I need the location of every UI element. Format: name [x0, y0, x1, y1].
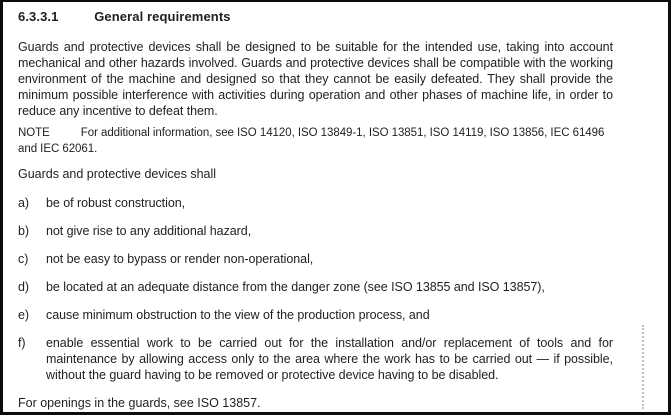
list-item-label: e)	[18, 308, 30, 322]
note-label: NOTE	[18, 127, 50, 139]
list-intro: Guards and protective devices shall	[18, 167, 217, 181]
list-item-text: enable essential work to be carried out for the installation and/or replacement of tools and for maintenance by allowing access only to the area where the work has to be carried out — if possible, without the guard having to be removed or protective device having to be disabled.	[46, 336, 613, 382]
list-item-label: c)	[18, 252, 29, 266]
section-number: 6.3.3.1	[18, 9, 59, 24]
list-item-text: be of robust construction,	[46, 196, 186, 210]
list-item-text: cause minimum obstruction to the view of the production process, and	[46, 308, 430, 322]
note-paragraph	[18, 126, 613, 157]
note-text: For additional information, see ISO 14120, ISO 13849-1, ISO 13851, ISO 14119, ISO 13856, IEC 61496 and IEC 62061.	[18, 127, 605, 155]
list-item	[18, 195, 613, 211]
list-item-text: not be easy to bypass or render non-operational,	[46, 252, 314, 266]
list-item-label: d)	[18, 280, 30, 294]
section-title: General requirements	[94, 9, 231, 24]
list-item	[18, 307, 613, 323]
list-item	[18, 223, 613, 239]
list-item-label: a)	[18, 196, 30, 210]
requirements-list	[18, 195, 613, 383]
page-content	[3, 2, 668, 412]
section-heading	[18, 9, 613, 25]
list-item	[18, 251, 613, 267]
closing-paragraph: For openings in the guards, see ISO 13857.	[18, 396, 261, 410]
body-paragraph: Guards and protective devices shall be designed to be suitable for the intended use, taking into account mechanical and other hazards involved. Guards and protective devices shall be compatible with the working environment of the machine and designed so that they cannot be easily defeated. They shall provide the minimum possible interference with activities during operation and other phases of machine life, in order to reduce any incentive to defeat them.	[18, 40, 613, 118]
list-item-text: not give rise to any additional hazard,	[46, 224, 252, 238]
list-item	[18, 279, 613, 295]
list-item-text: be located at an adequate distance from the danger zone (see ISO 13855 and ISO 13857),	[46, 280, 545, 294]
list-item	[18, 335, 613, 383]
list-item-label: b)	[18, 224, 30, 238]
list-item-label: f)	[18, 336, 26, 350]
